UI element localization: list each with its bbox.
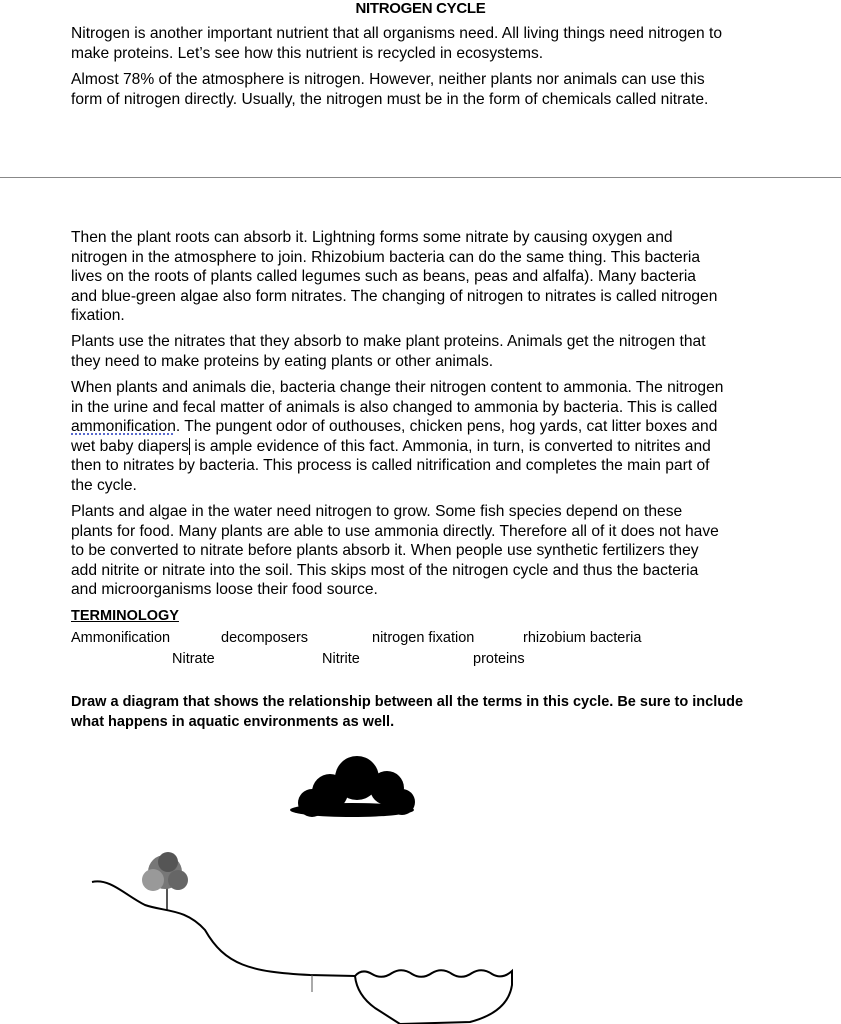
text-line: fixation. [71, 307, 125, 325]
text-cursor-fragment[interactable]: wet baby diapers [71, 437, 189, 455]
text-line: make proteins. Let’s see how this nutrient is recycled in ecosystems. [71, 44, 544, 62]
text-line: and blue-green algae also form nitrates. The changing of nitrogen to nitrates is called nitrogen [71, 287, 718, 305]
text-line: in the urine and fecal matter of animals is also changed to ammonia by bacteria. This is called [71, 398, 718, 416]
term: Nitrite [322, 651, 360, 667]
tree-icon [142, 852, 188, 910]
land-outline [92, 881, 355, 976]
terminology-heading: TERMINOLOGY [71, 608, 179, 624]
term: Ammonification [71, 630, 171, 646]
term: decomposers [221, 630, 309, 646]
text-line: Plants and algae in the water need nitrogen to grow. Some fish species depend on these [71, 503, 683, 520]
term: Nitrate [172, 651, 215, 667]
text-line: Plants use the nitrates that they absorb to make plant proteins. Animals get the nitrogen that [71, 333, 706, 350]
water-basin [355, 970, 512, 1024]
text-line: what happens in aquatic environments as well. [71, 714, 395, 730]
text-line: Almost 78% of the atmosphere is nitrogen. However, neither plants nor animals can use this [71, 71, 705, 88]
text-line: plants for food. Many plants are able to use ammonia directly. Therefore all of it does not have [71, 522, 719, 540]
text-line: form of nitrogen directly. Usually, the nitrogen must be in the form of chemicals called nitrate. [71, 90, 709, 108]
term: rhizobium bacteria [523, 630, 642, 646]
spellcheck-word[interactable]: ammonification [71, 418, 176, 436]
text-fragment: is ample evidence of this fact. Ammonia, in turn, is converted to nitrites and [189, 437, 711, 455]
text-fragment: . The pungent odor of outhouses, chicken pens, hog yards, cat litter boxes and [175, 418, 718, 436]
text-line: the cycle. [71, 476, 137, 494]
text-line: they need to make proteins by eating plants or other animals. [71, 352, 494, 370]
text-line: When plants and animals die, bacteria change their nitrogen content to ammonia. The nitrogen [71, 379, 724, 396]
page-title: NITROGEN CYCLE [355, 0, 486, 17]
cloud-icon [290, 756, 415, 817]
text-line: to be converted to nitrate before plants absorb it. When people use synthetic fertilizers they [71, 542, 699, 560]
text-line: Draw a diagram that shows the relationship between all the terms in this cycle. Be sure to include [71, 694, 744, 710]
term: nitrogen fixation [372, 630, 475, 646]
text-line: add nitrite or nitrate into the soil. This skips most of the nitrogen cycle and thus the bacteria [71, 561, 699, 579]
text-line: lives on the roots of plants called legumes such as beans, peas and alfalfa). Many bacteria [71, 268, 696, 286]
text-line: Nitrogen is another important nutrient that all organisms need. All living things need nitrogen to [71, 25, 722, 42]
text-line: nitrogen in the atmosphere to join. Rhizobium bacteria can do the same thing. This bacteria [71, 248, 701, 266]
term: proteins [473, 651, 525, 667]
text-line: and microorganisms loose their food source. [71, 581, 378, 599]
text-line: then to nitrates by bacteria. This process is called nitrification and completes the main part of [71, 457, 710, 475]
text-line: Then the plant roots can absorb it. Lightning forms some nitrate by causing oxygen and [71, 229, 673, 246]
